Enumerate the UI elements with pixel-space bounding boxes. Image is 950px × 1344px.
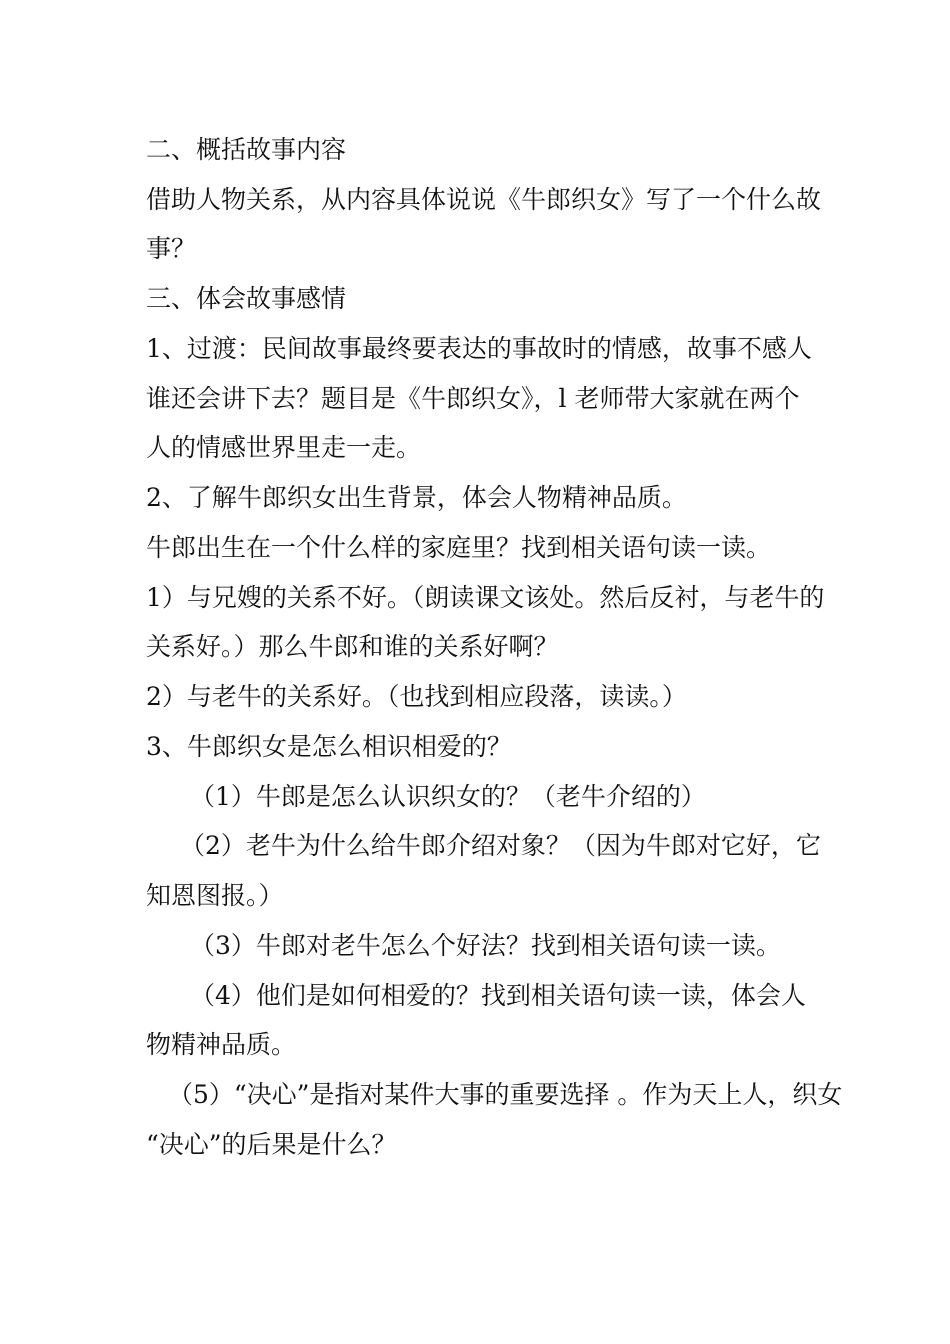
section-heading-3: 三、体会故事感情 — [146, 284, 347, 313]
paragraph-line: 1）与兄嫂的关系不好。（朗读课文该处。然后反衬，与老牛的 — [146, 583, 825, 612]
paragraph-line: 3、牛郎织女是怎么相识相爱的？ — [146, 732, 512, 761]
paragraph-line: 物精神品质。 — [146, 1030, 297, 1059]
paragraph-line: “决心”的后果是什么？ — [146, 1130, 397, 1159]
paragraph-line: 事？ — [146, 234, 197, 263]
paragraph-line: 2、了解牛郎织女出生背景，体会人物精神品质。 — [146, 483, 687, 512]
paragraph-line: 借助人物关系，从内容具体说说《牛郎织女》写了一个什么故 — [146, 185, 822, 214]
paragraph-line: （1）牛郎是怎么认识织女的？（老牛介绍的） — [190, 782, 706, 811]
paragraph-line: 1、过渡：民间故事最终要表达的事故时的情感，故事不感人 — [146, 334, 812, 363]
paragraph-line: 2）与老牛的关系好。（也找到相应段落，读读。） — [146, 682, 687, 711]
paragraph-line: （2）老牛为什么给牛郎介绍对象？（因为牛郎对它好，它 — [180, 831, 821, 860]
paragraph-line: 谁还会讲下去？题目是《牛郎织女》，l 老师带大家就在两个 — [146, 384, 800, 413]
paragraph-line: （3）牛郎对老牛怎么个好法？找到相关语句读一读。 — [190, 931, 781, 960]
paragraph-line: 牛郎出生在一个什么样的家庭里？找到相关语句读一读。 — [146, 533, 772, 562]
paragraph-line: 知恩图报。） — [146, 881, 284, 910]
paragraph-line: 人的情感世界里走一走。 — [146, 433, 422, 462]
paragraph-line: （5）“决心”是指对某件大事的重要选择 。作为天上人，织女 — [168, 1080, 843, 1109]
paragraph-line: （4）他们是如何相爱的？找到相关语句读一读，体会人 — [190, 981, 806, 1010]
paragraph-line: 关系好。）那么牛郎和谁的关系好啊？ — [146, 632, 559, 661]
section-heading-2: 二、概括故事内容 — [146, 135, 347, 164]
